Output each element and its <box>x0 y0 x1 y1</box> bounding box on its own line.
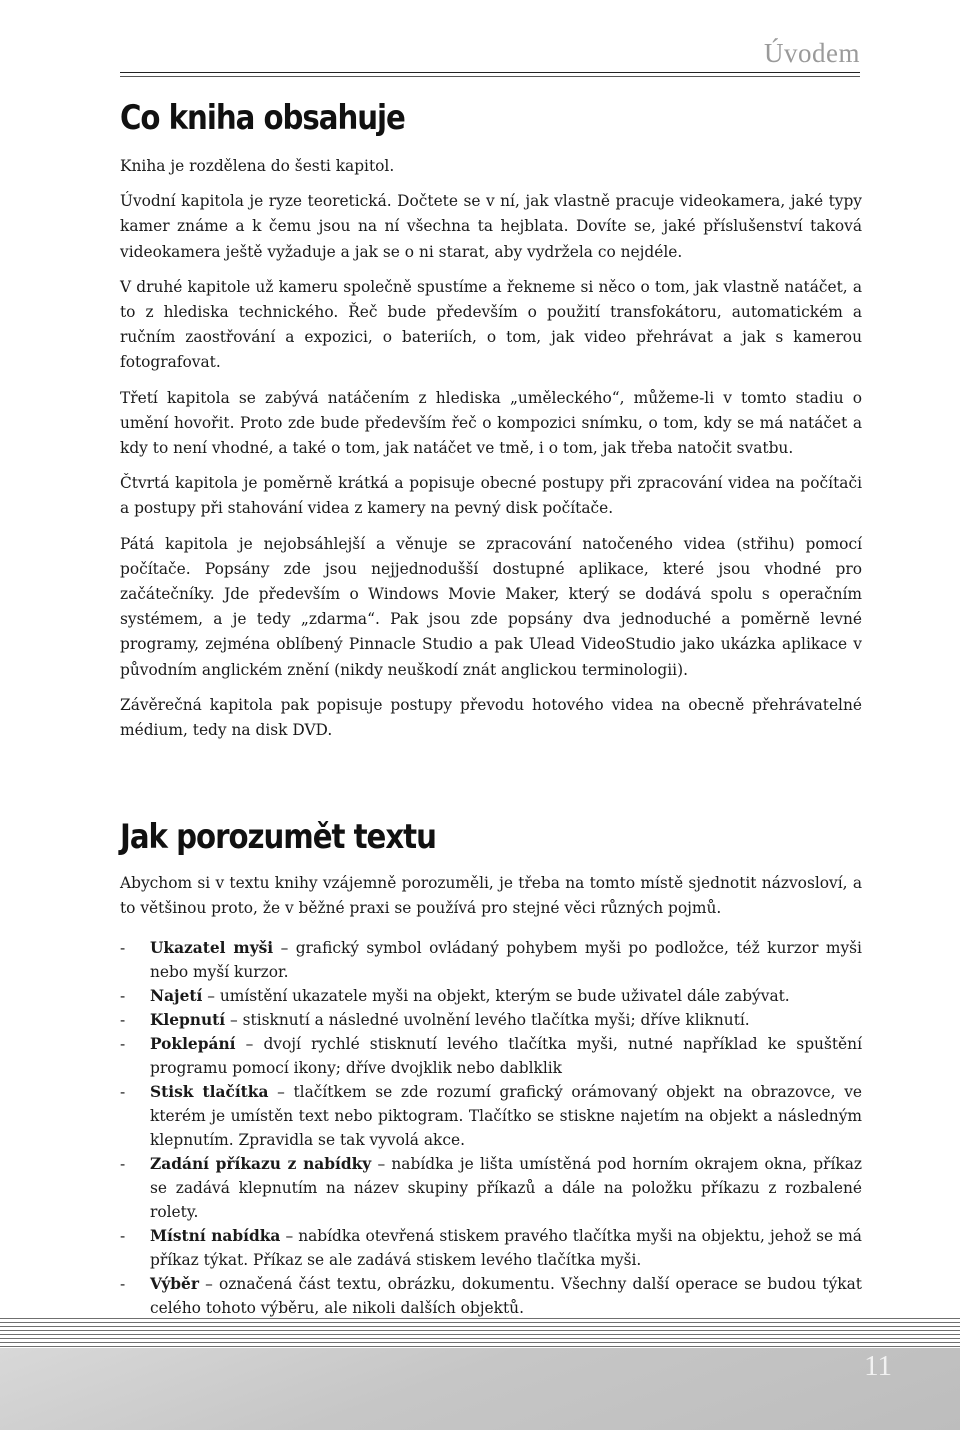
list-item: - Stisk tlačítka – tlačítkem se zde rozumí grafický orámovaný objekt na obrazovce, ve kterém je umístěn text nebo piktogram. Tlačítko se stiskne najetím na objekt a následným klepnutím. Zpravidla se tak vyvolá akce. <box>120 1082 862 1149</box>
term-definition: – tlačítkem se zde rozumí grafický orámovaný objekt na obrazovce, ve kterém je umístěn text nebo piktogram. Tlačítko se stiskne najetím na objekt a následným klepnutím. Zpravidla se tak vyvolá akce. <box>150 1082 862 1149</box>
running-header <box>0 0 960 80</box>
paragraph: Pátá kapitola je nejobsáhlejší a věnuje se zpracování natočeného videa (střihu) pomocí počítače. Popsány zde jsou nejjednodušší dostupné aplikace, které jsou vhodné pro začátečníky. Jde především o Windows Movie Maker, který se dodává spolu s operačním systémem, a je tedy „zdarma“. Pak jsou zde popsány dva jednoduché a poměrně levné programy, zejména oblíbený Pinnacle Studio a pak Ulead VideoStudio jako ukázka aplikace v původním anglickém znění (nikdy neuškodí znát anglickou terminologii). <box>120 534 862 679</box>
list-item: - Poklepání – dvojí rychlé stisknutí levého tlačítka myši, nutné například ke spuštění programu pomocí ikony; dříve dvojklik nebo dablklik <box>120 1034 862 1077</box>
term: Najetí <box>150 986 203 1005</box>
section-heading-jak-porozumet-textu: Jak porozumět textu <box>120 817 436 858</box>
paragraph: Závěrečná kapitola pak popisuje postupy převodu hotového videa na obecně přehrávatelné médium, tedy na disk DVD. <box>120 695 862 740</box>
term: Zadání příkazu z nabídky <box>150 1154 372 1173</box>
term-definition: – nabídka otevřená stiskem pravého tlačítka myši na objektu, jehož se má příkaz týkat. Příkaz se ale zadává stiskem levého tlačítka myši. <box>150 1226 862 1269</box>
paragraph: Třetí kapitola se zabývá natáčením z hlediska „uměleckého“, můžeme-li v tomto stadiu o umění hovořit. Proto zde bude především řeč o kompozici snímku, o tom, kdy se má natáčet a kdy to není vhodné, a také o tom, jak natáčet ve tmě, i o tom, jak třeba natočit svatbu. <box>120 388 862 458</box>
list-item: - Výběr – označená část textu, obrázku, dokumentu. Všechny další operace se budou týkat celého tohoto výběru, ale nikoli dalších objektů. <box>120 1274 862 1317</box>
running-title: Úvodem <box>764 38 860 68</box>
list-item: - Zadání příkazu z nabídky – nabídka je lišta umístěná pod horním okrajem okna, příkaz se zadává klepnutím na název skupiny příkazů a dále na položku příkazu z rozbalené rolety. <box>120 1154 862 1221</box>
term: Ukazatel myši <box>150 938 274 957</box>
term-definition: – označená část textu, obrázku, dokumentu. Všechny další operace se budou týkat celého tohoto výběru, ale nikoli dalších objektů. <box>150 1274 862 1317</box>
term: Klepnutí <box>150 1010 226 1029</box>
section-heading-co-kniha-obsahuje: Co kniha obsahuje <box>120 98 405 138</box>
list-item: - Ukazatel myši – grafický symbol ovládaný pohybem myši po podložce, též kurzor myši nebo myší kurzor. <box>120 938 862 981</box>
paragraph: Úvodní kapitola je ryze teoretická. Dočtete se v ní, jak vlastně pracuje videokamera, jaké typy kamer známe a k čemu jsou na ní všechna ta hejblata. Dovíte se, jaké příslušenství taková videokamera ještě vyžaduje a jak se o ni starat, aby vydržela co nejdéle. <box>120 192 862 261</box>
term: Výběr <box>150 1274 199 1293</box>
term-definition: – grafický symbol ovládaný pohybem myši po podložce, též kurzor myši nebo myší kurzor. <box>150 938 862 981</box>
paragraph: Čtvrtá kapitola je poměrně krátká a popisuje obecné postupy při zpracování videa na počítači a postupy při stahování videa z kamery na pevný disk počítače. <box>120 474 862 518</box>
header-rule <box>120 72 860 73</box>
footer-rule-lines <box>0 1318 960 1348</box>
paragraph: Kniha je rozdělena do šesti kapitol. <box>120 157 395 175</box>
term-definition: – stisknutí a následné uvolnění levého tlačítka myši; dříve kliknutí. <box>225 1010 750 1029</box>
term: Místní nabídka <box>150 1226 281 1245</box>
list-item: - Najetí – umístění ukazatele myši na objekt, kterým se bude uživatel dále zabývat. <box>120 986 790 1005</box>
header-rule-secondary <box>120 76 860 77</box>
page-content <box>120 96 862 1320</box>
list-item: - Klepnutí – stisknutí a následné uvolnění levého tlačítka myši; dříve kliknutí. <box>120 1010 750 1029</box>
list-item: - Místní nabídka – nabídka otevřená stiskem pravého tlačítka myši na objektu, jehož se má příkaz týkat. Příkaz se ale zadává stiskem levého tlačítka myši. <box>120 1226 862 1269</box>
paragraph: Abychom si v textu knihy vzájemně porozuměli, je třeba na tomto místě sjednotit názvosloví, a to většinou proto, že v běžné praxi se používá pro stejné věci různých pojmů. <box>120 874 862 918</box>
term-definition: – umístění ukazatele myši na objekt, kterým se bude uživatel dále zabývat. <box>202 986 790 1005</box>
terminology-list <box>120 936 862 1320</box>
paragraph: V druhé kapitole už kameru společně spustíme a řekneme si něco o tom, jak vlastně natáčet, a to z hlediska technického. Řeč bude především o použití transfokátoru, automatickém a ručním zaostřování a expozici, o bateriích, o tom, jak video přehrávat a jak s kamerou fotografovat. <box>120 277 862 372</box>
term: Stisk tlačítka <box>150 1082 269 1101</box>
page-number: 11 <box>864 1350 892 1382</box>
term-definition: – dvojí rychlé stisknutí levého tlačítka myši, nutné například ke spuštění programu pomocí ikony; dříve dvojklik nebo dablklik <box>150 1034 862 1077</box>
footer-band <box>0 1348 960 1430</box>
term-definition: – nabídka je lišta umístěná pod horním okrajem okna, příkaz se zadává klepnutím na název skupiny příkazů a dále na položku příkazu z rozbalené rolety. <box>150 1154 862 1221</box>
page-footer <box>0 1318 960 1430</box>
term: Poklepání <box>150 1034 236 1053</box>
